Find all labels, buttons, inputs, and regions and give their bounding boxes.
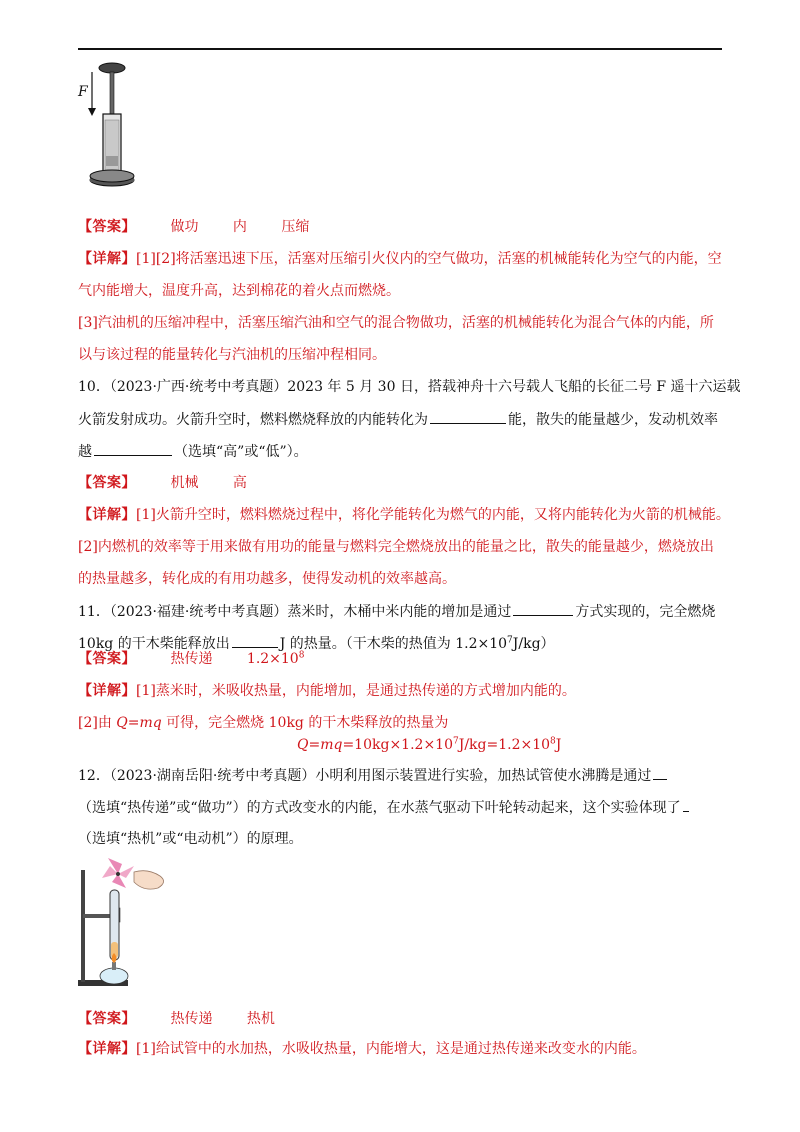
formula-end: J	[555, 737, 562, 753]
q11-detail-line-2	[78, 713, 448, 733]
q9-detail-text-1: [1][2]将活塞迅速下压，活塞对压缩引火仪内的空气做功，活塞的机械能转化为空气的内能，空	[136, 251, 722, 267]
q10-detail-line-2: [2]内燃机的效率等于用来做有用功的能量与燃料完全燃烧放出的能量之比，散失的能量越少，燃烧放出	[78, 539, 714, 555]
q12-stem-text-2: （选填“热传递”或“做功”）的方式改变水的内能，在水蒸气驱动下叶轮转动起来，这个实验体现了	[78, 800, 681, 816]
q11-answer-1: 热传递	[170, 651, 213, 667]
q10-answer-2: 高	[232, 475, 247, 491]
answer-blank	[430, 409, 506, 424]
formula-mid: =10kg×1.2×10	[342, 737, 453, 753]
q10-stem-line-3	[78, 441, 308, 462]
q12-detail-text-1: [1]给试管中的水加热，水吸收热量，内能增大，这是通过热传递来改变水的内能。	[136, 1041, 646, 1057]
answer-tag: 【答案】	[78, 475, 136, 491]
answer-tag: 【答案】	[78, 219, 136, 235]
q10-stem-text-2b: 能，散失的能量越少，发动机效率	[508, 412, 718, 428]
q12-stem-line-1	[78, 765, 669, 786]
q9-answer-2: 内	[232, 219, 247, 235]
detail-tag: 【详解】	[78, 1041, 136, 1057]
q9-answer-1: 做功	[170, 219, 199, 235]
q9-detail-line-3: [3]汽油机的压缩冲程中，活塞压缩汽油和空气的混合物做功，活塞的机械能转化为混合气体的内能，所	[78, 315, 714, 331]
force-label: F	[78, 84, 88, 100]
q10-answer-line	[78, 473, 247, 493]
header-rule	[78, 48, 722, 50]
q9-detail-line-4: 以与该过程的能量转化与汽油机的压缩冲程相同。	[78, 347, 386, 363]
q10-detail-line-1	[78, 505, 730, 525]
formula-mid2: J/kg=1.2×10	[458, 737, 551, 753]
detail-tag: 【详解】	[78, 507, 136, 523]
q12-stem-text-1: 12．（2023·湖南岳阳·统考中考真题）小明利用图示装置进行实验，加热试管使水沸腾是通过	[78, 768, 652, 784]
answer-blank	[232, 633, 278, 648]
steam-apparatus-drawing	[76, 850, 186, 990]
q10-detail-line-3: 的热量越多，转化成的有用功越多，使得发动机的效率越高。	[78, 571, 456, 587]
detail-tag: 【详解】	[78, 251, 136, 267]
formula-lhs: Q=mq	[297, 737, 343, 753]
answer-blank	[653, 765, 667, 780]
q11-answer-line	[78, 649, 304, 669]
exponent: 7	[507, 635, 513, 646]
q10-detail-text-1: [1]火箭升空时，燃料燃烧过程中，将化学能转化为燃气的内能，又将内能转化为火箭的机械能。	[136, 507, 730, 523]
answer-blank	[513, 601, 573, 616]
q11-stem-text-1a: 11．（2023·福建·统考中考真题）蒸米时，木桶中米内能的增加是通过	[78, 604, 512, 620]
exponent: 7	[452, 736, 459, 747]
q9-answer-3: 压缩	[281, 219, 310, 235]
q10-answer-1: 机械	[170, 475, 199, 491]
exponent: 8	[550, 736, 556, 747]
q11-answer-2-base: 1.2×10	[246, 651, 299, 667]
q11-detail-text-1: [1]蒸米时，米吸收热量，内能增加，是通过热传递的方式增加内能的。	[136, 683, 576, 699]
fire-syringe-drawing	[76, 58, 146, 193]
q12-answer-1: 热传递	[170, 1011, 213, 1027]
formula-inline: Q=mq	[116, 715, 162, 731]
steam-apparatus-figure	[76, 850, 186, 990]
q11-stem-line-1	[78, 601, 715, 622]
q12-stem-line-3: （选填“热机”或“电动机”）的原理。	[78, 831, 303, 847]
q10-stem-text-2a: 火箭发射成功。火箭升空时，燃料燃烧释放的内能转化为	[78, 412, 428, 428]
detail-tag: 【详解】	[78, 683, 136, 699]
q11-detail-text-2b: 可得，完全燃烧 10kg 的干木柴释放的热量为	[161, 715, 449, 731]
q9-answer-line	[78, 217, 309, 237]
q10-stem-text-3b: （选填“高”或“低”）。	[174, 444, 308, 460]
answer-tag: 【答案】	[78, 1011, 136, 1027]
q10-stem-line-1: 10．（2023·广西·统考中考真题）2023 年 5 月 30 日，搭载神舟十六号载人飞船的长征二号 F 遥十六运载	[78, 379, 741, 395]
q11-stem-text-2a: 10kg 的干木柴能释放出	[78, 636, 230, 652]
q10-stem-line-2	[78, 409, 718, 430]
q9-detail-line-2: 气内能增大，温度升高，达到棉花的着火点而燃烧。	[78, 283, 400, 299]
q11-stem-text-2b: J 的热量。（干木柴的热值为 1.2×10	[279, 636, 508, 652]
exponent: 8	[298, 650, 305, 661]
q11-formula	[297, 735, 561, 755]
q12-stem-line-2	[78, 797, 691, 818]
answer-blank	[94, 441, 172, 456]
q11-detail-text-2a: [2]由	[78, 715, 117, 731]
q11-detail-line-1	[78, 681, 576, 701]
answer-blank	[683, 797, 689, 812]
fire-syringe-figure	[76, 58, 146, 193]
q11-stem-text-1b: 方式实现的，完全燃烧	[575, 604, 716, 620]
q12-detail-line-1	[78, 1039, 646, 1059]
q12-answer-line	[78, 1009, 275, 1029]
q10-stem-text-3a: 越	[78, 444, 92, 460]
q11-stem-text-2c: J/kg）	[512, 636, 555, 652]
q9-detail-line-1	[78, 249, 722, 269]
q12-answer-2: 热机	[246, 1011, 275, 1027]
q11-answer-2	[247, 649, 305, 669]
answer-tag: 【答案】	[78, 651, 136, 667]
